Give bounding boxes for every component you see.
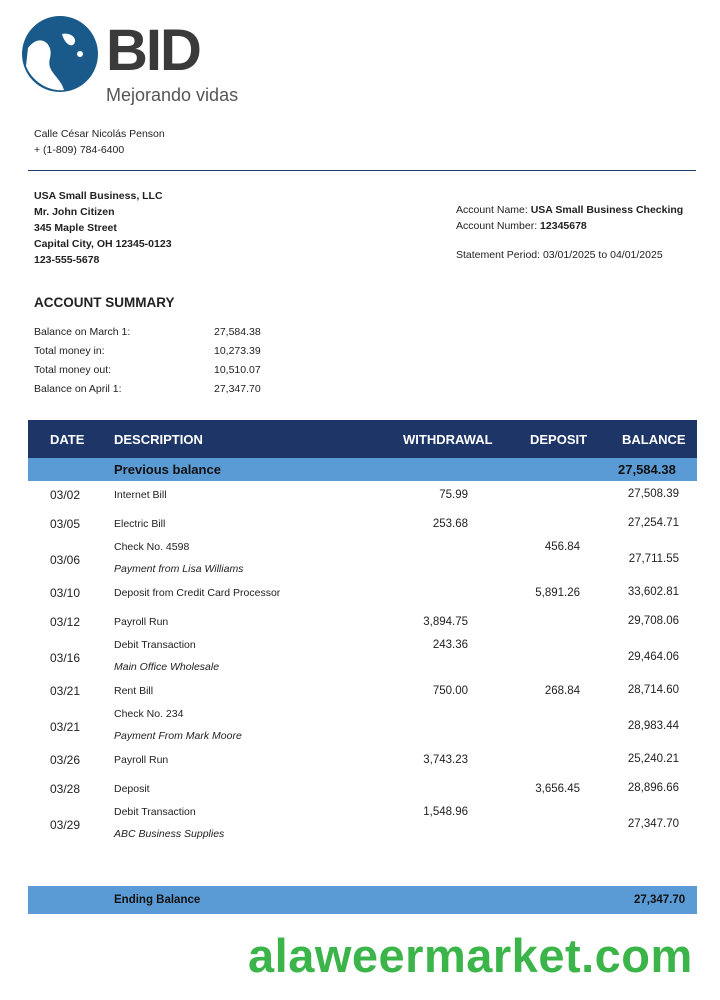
table-row	[28, 804, 697, 844]
previous-balance-row	[28, 458, 697, 481]
row-withdrawal: 3,743.23	[423, 754, 468, 766]
globe-logo-icon	[20, 14, 100, 94]
customer-street: 345 Maple Street	[34, 222, 117, 234]
summary-value: 27,584.38	[214, 326, 261, 338]
row-date: 03/05	[50, 517, 81, 531]
bank-phone: + (1-809) 784-6400	[34, 144, 125, 156]
bid-logo	[20, 14, 260, 110]
table-row	[28, 637, 697, 677]
row-withdrawal: 750.00	[432, 685, 468, 697]
row-withdrawal: 1,548.96	[423, 806, 468, 818]
row-balance: 28,714.60	[627, 684, 679, 696]
row-description: Payroll Run	[114, 616, 169, 628]
summary-row	[34, 383, 294, 402]
row-description: Internet Bill	[114, 489, 167, 501]
table-row	[28, 481, 697, 510]
table-row	[28, 510, 697, 539]
customer-phone: 123-555-5678	[34, 254, 100, 266]
row-date: 03/10	[50, 586, 81, 600]
summary-label: Balance on April 1:	[34, 383, 122, 395]
account-info	[456, 202, 683, 234]
row-date: 03/02	[50, 488, 81, 502]
header-divider	[28, 170, 696, 171]
row-balance: 27,711.55	[628, 553, 679, 565]
header-balance: BALANCE	[622, 432, 686, 447]
summary-row	[34, 326, 294, 345]
row-description: Deposit	[114, 783, 150, 795]
table-row	[28, 608, 697, 637]
row-date: 03/29	[50, 818, 81, 832]
account-name-label: Account Name:	[456, 204, 528, 216]
row-balance: 27,508.39	[627, 488, 679, 500]
statement-period: Statement Period: 03/01/2025 to 04/01/2025	[456, 249, 663, 261]
row-deposit: 3,656.45	[535, 783, 580, 795]
row-deposit: 268.84	[544, 685, 580, 697]
row-date: 03/16	[50, 651, 81, 665]
row-sub-description: Main Office Wholesale	[114, 661, 220, 673]
row-description: Check No. 4598	[114, 541, 190, 553]
summary-value: 10,273.39	[214, 345, 261, 357]
summary-value: 10,510.07	[214, 364, 261, 376]
header-date: DATE	[50, 432, 85, 447]
transaction-rows	[28, 481, 697, 844]
ending-balance-label: Ending Balance	[114, 894, 201, 906]
row-date: 03/12	[50, 615, 81, 629]
header-withdrawal: WITHDRAWAL	[403, 432, 493, 447]
row-withdrawal: 3,894.75	[423, 616, 468, 628]
table-row	[28, 539, 697, 579]
table-row	[28, 775, 697, 804]
summary-value: 27,347.70	[214, 383, 261, 395]
logo-tagline: Mejorando vidas	[106, 85, 239, 105]
row-description: Debit Transaction	[114, 639, 196, 651]
row-balance: 28,896.66	[627, 782, 679, 794]
row-description: Debit Transaction	[114, 806, 196, 818]
summary-label: Balance on March 1:	[34, 326, 131, 338]
row-withdrawal: 243.36	[432, 639, 468, 651]
row-sub-description: Payment from Lisa Williams	[114, 563, 244, 575]
row-date: 03/06	[50, 553, 81, 567]
table-row	[28, 579, 697, 608]
row-balance: 27,347.70	[627, 818, 679, 830]
table-row	[28, 746, 697, 775]
row-sub-description: ABC Business Supplies	[114, 828, 225, 840]
previous-balance-value: 27,584.38	[618, 462, 676, 477]
row-date: 03/21	[50, 684, 81, 698]
watermark: alaweermarket.com	[248, 929, 693, 982]
account-name-value: USA Small Business Checking	[530, 204, 684, 216]
customer-city: Capital City, OH 12345-0123	[34, 238, 172, 250]
account-summary	[34, 326, 294, 402]
row-withdrawal: 75.99	[439, 489, 468, 501]
customer-address-block	[34, 188, 172, 268]
row-deposit: 456.84	[544, 541, 580, 553]
header-deposit: DEPOSIT	[530, 432, 588, 447]
account-number-label: Account Number:	[456, 220, 538, 232]
table-row	[28, 706, 697, 746]
table-row	[28, 677, 697, 706]
row-balance: 28,983.44	[627, 720, 679, 732]
ending-balance-value: 27,347.70	[634, 894, 686, 906]
table-header	[28, 420, 697, 458]
customer-company: USA Small Business, LLC	[34, 190, 163, 202]
row-deposit: 5,891.26	[535, 587, 580, 599]
row-description: Rent Bill	[114, 685, 154, 697]
row-date: 03/26	[50, 753, 81, 767]
row-description: Deposit from Credit Card Processor	[114, 587, 281, 599]
row-sub-description: Payment From Mark Moore	[114, 730, 242, 742]
summary-row	[34, 364, 294, 383]
previous-balance-label: Previous balance	[114, 462, 221, 477]
row-balance: 29,708.06	[627, 615, 679, 627]
summary-label: Total money out:	[34, 364, 112, 376]
row-withdrawal: 253.68	[432, 518, 468, 530]
ending-balance-row	[28, 886, 697, 914]
header-description: DESCRIPTION	[114, 432, 203, 447]
customer-contact: Mr. John Citizen	[34, 206, 115, 218]
row-description: Payroll Run	[114, 754, 169, 766]
account-name-line	[456, 202, 683, 218]
logo-wordmark: BID	[106, 18, 200, 83]
row-date: 03/28	[50, 782, 81, 796]
row-description: Electric Bill	[114, 518, 166, 530]
row-balance: 27,254.71	[627, 517, 679, 529]
row-balance: 25,240.21	[627, 753, 679, 765]
bank-address	[34, 126, 165, 158]
summary-row	[34, 345, 294, 364]
transactions-table	[28, 420, 697, 844]
row-description: Check No. 234	[114, 708, 184, 720]
row-balance: 33,602.81	[627, 586, 679, 598]
summary-label: Total money in:	[34, 345, 105, 357]
row-balance: 29,464.06	[627, 651, 679, 663]
row-date: 03/21	[50, 720, 81, 734]
bank-street: Calle César Nicolás Penson	[34, 128, 165, 140]
summary-title: ACCOUNT SUMMARY	[34, 295, 175, 310]
account-number-value: 12345678	[540, 220, 587, 232]
account-number-line	[456, 218, 683, 234]
